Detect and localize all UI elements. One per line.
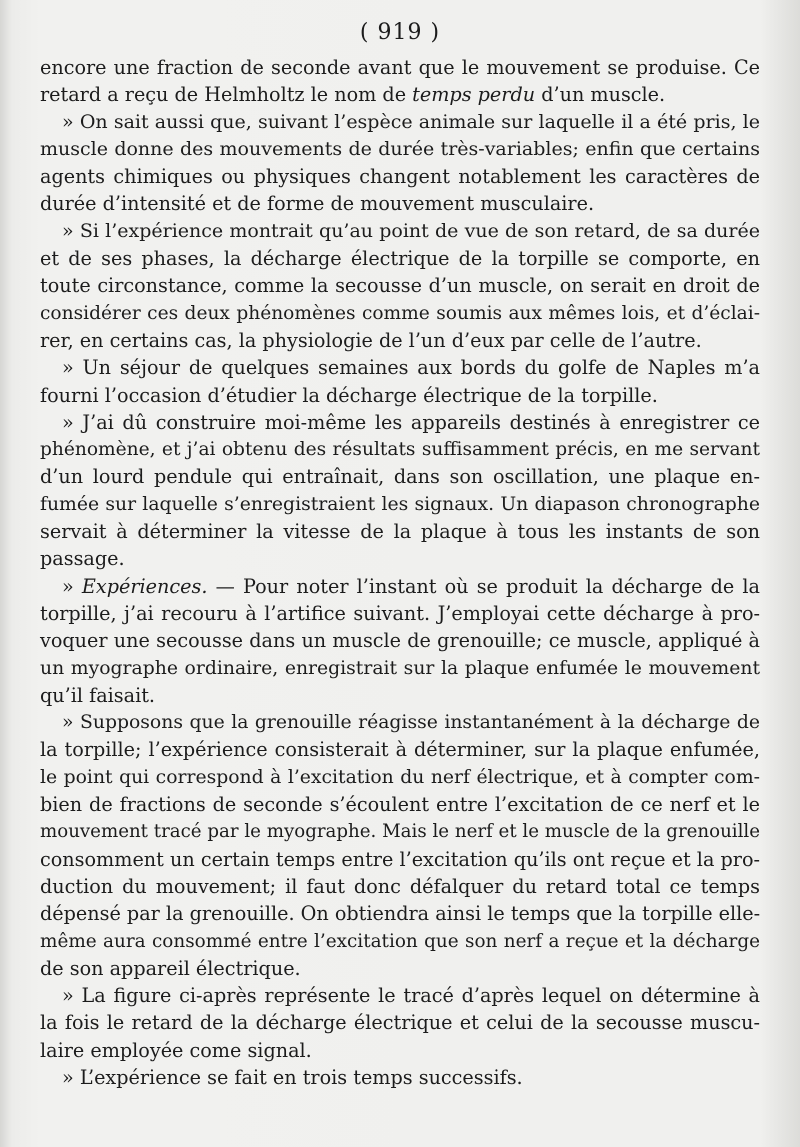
text-line: fourni l’occasion d’étudier la décharge électrique de la torpille. [40,383,658,407]
text-line: » Un séjour de quelques semaines aux bords du golfe de Naples m’a [62,356,760,380]
text-line: mouvement tracé par le myographe. Mais le nerf et le muscle de la grenouille [40,821,760,843]
text-line: fumée sur laquelle s’enregistraient les signaux. Un diapason chronographe [40,493,760,515]
text-line: dépensé par la grenouille. On obtiendra ainsi le temps que la torpille elle- [40,902,761,926]
text-line: muscle donne des mouvements de durée très-variables; enfin que certains [40,137,760,160]
text-line: servait à déterminer la vitesse de la plaque à tous les instants de son [40,520,760,544]
text-line: » J’ai dû construire moi-même les appareils destinés à enregistrer ce [62,410,760,434]
paragraph [40,1064,760,1091]
text-line: durée d’intensité et de forme de mouvement musculaire. [40,192,595,216]
text-line: et de ses phases, la décharge électrique de la torpille se comporte, en [40,247,760,271]
paragraph [40,218,760,354]
text-line: la fois le retard de la décharge électrique et celui de la secousse muscu- [40,1011,760,1035]
text-line: torpille, j’ai recouru à l’artifice suivant. J’employai cette décharge à pro- [40,601,760,625]
text-line: » Supposons que la grenouille réagisse instantanément à la décharge de [62,712,760,734]
paragraph [40,573,760,709]
text-line: agents chimiques ou physiques changent notablement les caractères de [40,165,760,189]
text-line: de son appareil électrique. [40,956,301,980]
text-line: phénomène, et j’ai obtenu des résultats suffisamment précis, en me servant [40,439,760,461]
text-line: même aura consommé entre l’excitation que son nerf a reçue et la décharge [40,930,760,952]
text-line: toute circonstance, comme la secousse d’un muscle, on serait en droit de [40,274,760,298]
text-line: la torpille; l’expérience consisterait à déterminer, sur la plaque enfumée, [40,738,760,762]
text-line: le point qui correspond à l’excitation du nerf électrique, et à compter com- [40,766,760,788]
text-line: » L’expérience se fait en trois temps successifs. [62,1065,523,1089]
text-line: laire employée come signal. [40,1038,312,1062]
text-line: retard a reçu de Helmholtz le nom de temps perdu d’un muscle. [40,83,666,107]
paragraph [40,54,760,109]
text-line: voquer une secousse dans un muscle de grenouille; ce muscle, appliqué à [40,629,760,653]
text-line: passage. [40,547,125,571]
text-line: rer, en certains cas, la physiologie de l’un d’eux par celle de l’autre. [40,328,702,352]
text-line: » On sait aussi que, suivant l’espèce animale sur laquelle il a été pris, le [62,110,760,133]
text-line: duction du mouvement; il faut donc défalquer du retard total ce temps [40,874,760,898]
text-line: qu’il faisait. [40,683,156,707]
page-number: ( 919 ) [359,20,441,45]
paragraph [40,354,760,409]
paragraph [40,709,760,982]
paragraph [40,982,760,1064]
text-line: » Si l’expérience montrait qu’au point de vue de son retard, de sa durée [62,219,760,242]
paragraph [40,109,760,218]
text-line: d’un lourd pendule qui entraînait, dans son oscillation, une plaque en- [40,465,760,489]
text-line: considérer ces deux phénomènes comme soumis aux mêmes lois, et d’éclai- [40,302,760,324]
paragraph [40,409,760,573]
text-line: » Expériences. — Pour noter l’instant où se produit la décharge de la [62,574,760,598]
text-line: bien de fractions de seconde s’écoulent entre l’excitation de ce nerf et le [40,793,760,817]
text-line: encore une fraction de seconde avant que le mouvement se produise. Ce [40,56,760,79]
text-line: » La figure ci-après représente le tracé d’après lequel on détermine à [62,984,760,1008]
text-line: consomment un certain temps entre l’excitation qu’ils ont reçue et la pro- [40,847,760,871]
body-text [40,54,760,1091]
text-line: un myographe ordinaire, enregistrait sur la plaque enfumée le mouvement [40,657,760,679]
